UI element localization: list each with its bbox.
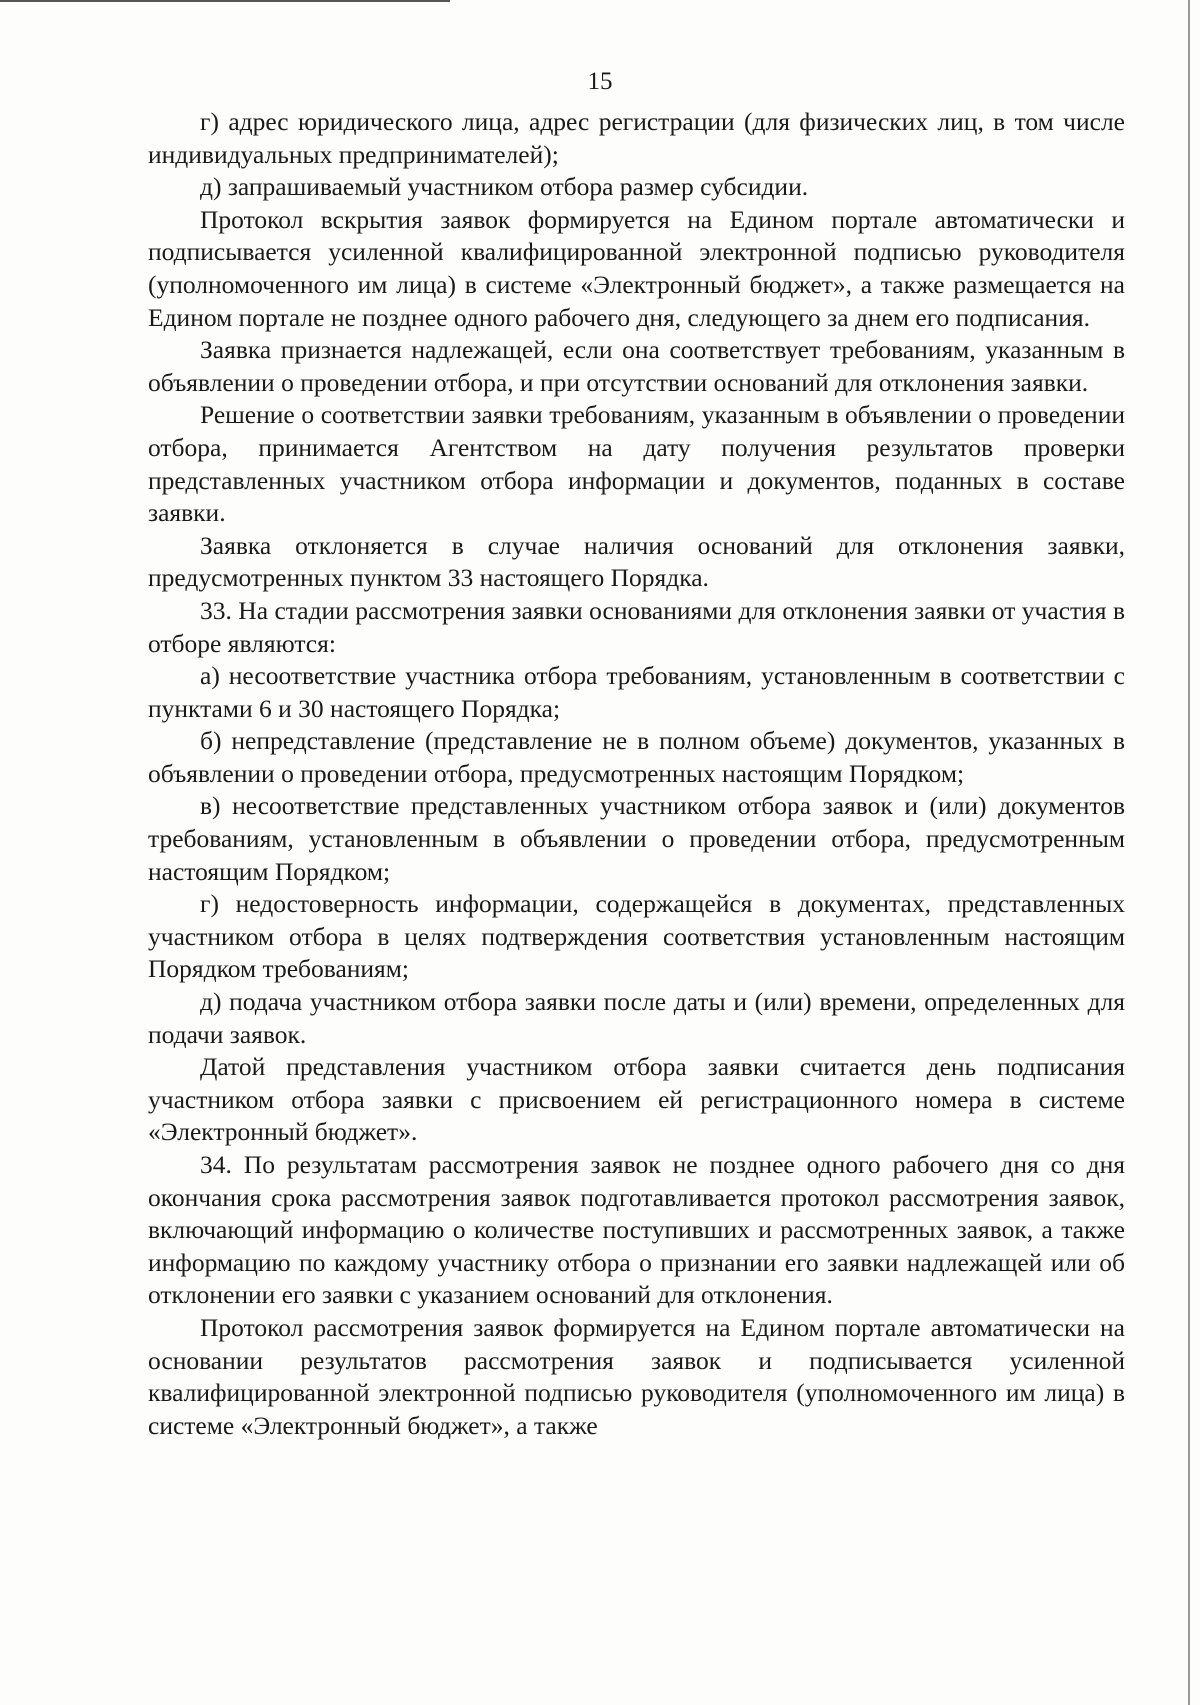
paragraph: д) запрашиваемый участником отбора размер субсидии. [200, 172, 809, 202]
scan-edge-top [0, 0, 450, 2]
paragraph: д) подача участником отбора заявки после даты и (или) времени, определенных для подачи заявок. [148, 987, 1125, 1049]
paragraph: Протокол рассмотрения заявок формируется на Едином портале автоматически на основании результатов рассмотрения заявок и подписывается усиленной квалифицированной электронной подписью руководителя (уполномоченного им лица) в системе «Электронный бюджет», а также [148, 1312, 1125, 1440]
paragraph: 34. По результатам рассмотрения заявок не позднее одного рабочего дня со дня окончания срока рассмотрения заявок подготавливается протокол рассмотрения заявок, включающий информацию о количестве поступивших и рассмотренных заявок, а также информацию по каждому участнику отбора о признании его заявки надлежащей или об отклонении его заявки с указанием оснований для отклонения. [148, 1150, 1125, 1310]
paragraph: Заявка отклоняется в случае наличия оснований для отклонения заявки, предусмотренных пунктом 33 настоящего Порядка. [148, 530, 1125, 593]
paragraph: Датой представления участником отбора заявки считается день подписания участником отбора заявки с присвоением ей регистрационного номера в системе «Электронный бюджет». [148, 1052, 1125, 1147]
scan-edge-right [1188, 0, 1190, 1705]
paragraph: в) несоответствие представленных участником отбора заявок и (или) документов требованиям, установленным в объявлении о проведении отбора, предусмотренным настоящим Порядком; [148, 791, 1125, 886]
paragraph: г) недостоверность информации, содержащейся в документах, представленных участником отбора в целях подтверждения соответствия установленным настоящим Порядком требованиям; [148, 889, 1125, 984]
paragraph: Заявка признается надлежащей, если она соответствует требованиям, указанным в объявлении о проведении отбора, и при отсутствии оснований для отклонения заявки. [148, 335, 1125, 397]
paragraph: б) непредставление (представление не в полном объеме) документов, указанных в объявлении о проведении отбора, предусмотренных настоящим Порядком; [148, 726, 1125, 788]
page-number: 15 [587, 68, 613, 95]
paragraph: 33. На стадии рассмотрения заявки основаниями для отклонения заявки от участия в отборе являются: [148, 595, 1125, 658]
paragraph: Решение о соответствии заявки требованиям, указанным в объявлении о проведении отбора, принимается Агентством на дату получения результатов проверки представленных участником отбора информации и документов, поданных в составе заявки. [148, 400, 1125, 528]
paragraph: Протокол вскрытия заявок формируется на Едином портале автоматически и подписывается усиленной квалифицированной электронной подписью руководителя (уполномоченного им лица) в системе «Электронный бюджет», а также размещается на Едином портале не позднее одного рабочего дня, следующего за днем его подписания. [148, 204, 1125, 332]
paragraph: а) несоответствие участника отбора требованиям, установленным в соответствии с пунктами 6 и 30 настоящего Порядка; [148, 661, 1125, 723]
document-body [148, 106, 1125, 1442]
paragraph: г) адрес юридического лица, адрес регистрации (для физических лиц, в том числе индивидуальных предпринимателей); [148, 107, 1125, 169]
